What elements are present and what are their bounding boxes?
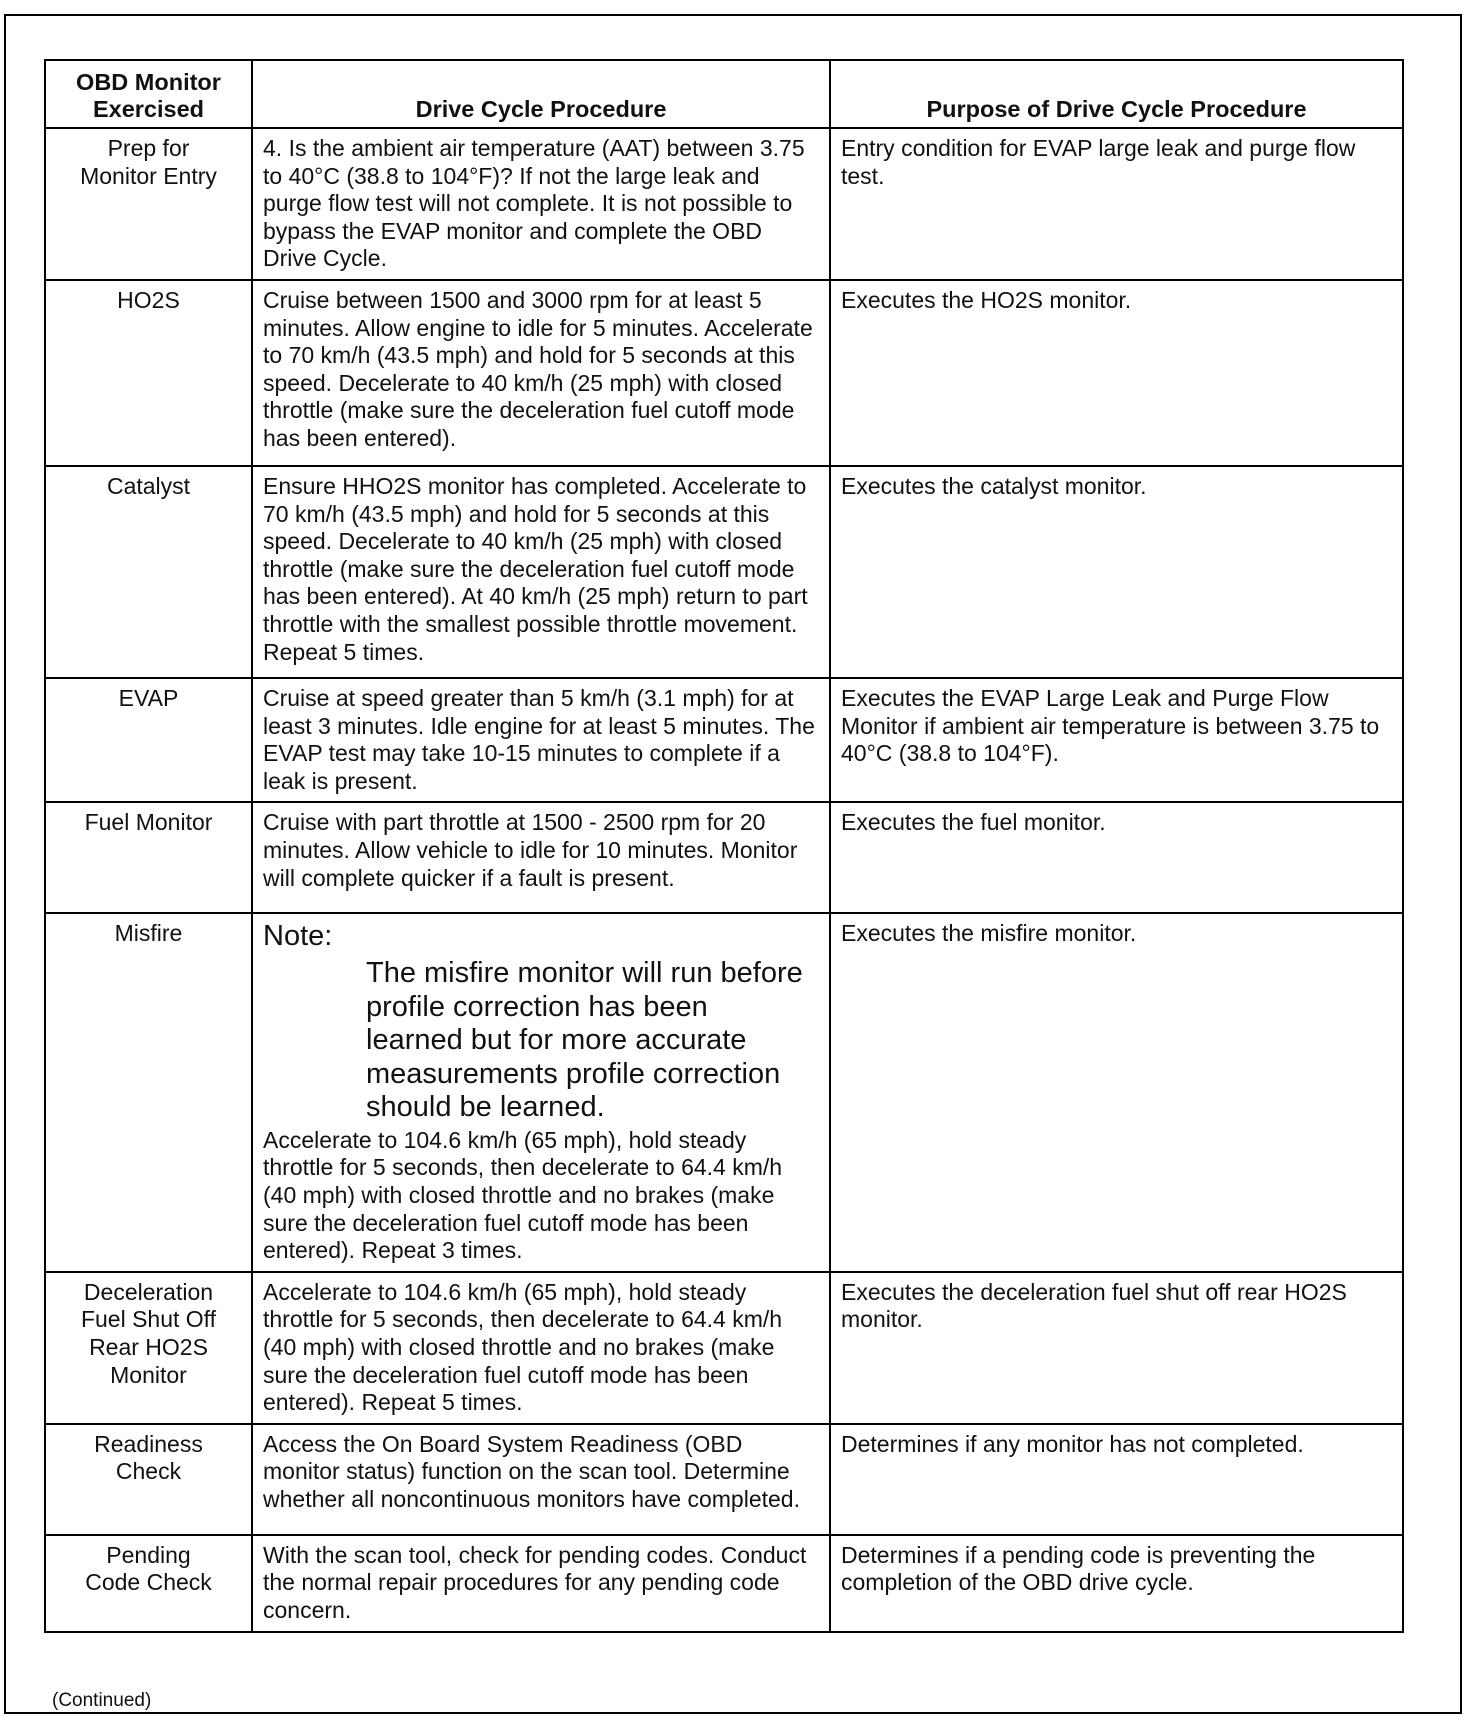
monitor-name: Readiness Check bbox=[94, 1430, 203, 1485]
continued-label: (Continued) bbox=[52, 1690, 152, 1711]
monitor-cell: HO2S bbox=[45, 280, 252, 466]
procedure-cell: Cruise with part throttle at 1500 - 2500 rpm for 20 minutes. Allow vehicle to idle for 10 minutes. Monitor will complete quicker if a fault is present. bbox=[252, 802, 830, 913]
table-header-row bbox=[45, 60, 1403, 128]
table-row bbox=[45, 802, 1403, 913]
monitor-name: Pending Code Check bbox=[85, 1541, 212, 1596]
monitor-name: Prep for Monitor Entry bbox=[80, 135, 217, 189]
procedure-cell: 4. Is the ambient air temperature (AAT) between 3.75 to 40°C (38.8 to 104°F)? If not the large leak and purge flow test will not complete. It is not possible to bypass the EVAP monitor and complete the OBD Drive Cycle. bbox=[252, 128, 830, 280]
purpose-cell: Determines if a pending code is preventing the completion of the OBD drive cycle. bbox=[830, 1535, 1403, 1632]
procedure-cell: Ensure HHO2S monitor has completed. Accelerate to 70 km/h (43.5 mph) and hold for 5 seconds at this speed. Decelerate to 40 km/h (25 mph) with closed throttle (make sure the deceleration fuel cutoff mode has been entered). At 40 km/h (25 mph) return to part throttle with the smallest possible throttle movement. Repeat 5 times. bbox=[252, 466, 830, 678]
procedure-cell bbox=[252, 913, 830, 1271]
header-procedure: Drive Cycle Procedure bbox=[252, 60, 830, 128]
purpose-cell: Executes the deceleration fuel shut off rear HO2S monitor. bbox=[830, 1272, 1403, 1424]
monitor-cell: EVAP bbox=[45, 678, 252, 802]
table-row bbox=[45, 913, 1403, 1271]
monitor-cell: Catalyst bbox=[45, 466, 252, 678]
procedure-text: Accelerate to 104.6 km/h (65 mph), hold steady throttle for 5 seconds, then decelerate to 64.4 km/h (40 mph) with closed throttle and no brakes (make sure the deceleration fuel cutoff mode has been entered). Repeat 3 times. bbox=[263, 1126, 783, 1264]
purpose-cell: Executes the catalyst monitor. bbox=[830, 466, 1403, 678]
procedure-cell: Cruise between 1500 and 3000 rpm for at least 5 minutes. Allow engine to idle for 5 minutes. Accelerate to 70 km/h (43.5 mph) and hold for 5 seconds at this speed. Decelerate to 40 km/h (25 mph) with closed throttle (make sure the deceleration fuel cutoff mode has been entered). bbox=[252, 280, 830, 466]
table-row bbox=[45, 678, 1403, 802]
monitor-name: Deceleration Fuel Shut Off Rear HO2S Monitor bbox=[80, 1278, 217, 1388]
purpose-cell: Executes the misfire monitor. bbox=[830, 913, 1403, 1271]
monitor-cell bbox=[45, 1272, 252, 1424]
table-row bbox=[45, 128, 1403, 280]
table-row bbox=[45, 1272, 1403, 1424]
table-row bbox=[45, 466, 1403, 678]
purpose-cell: Entry condition for EVAP large leak and purge flow test. bbox=[830, 128, 1403, 280]
purpose-cell: Determines if any monitor has not completed. bbox=[830, 1424, 1403, 1535]
header-purpose: Purpose of Drive Cycle Procedure bbox=[830, 60, 1403, 128]
monitor-cell bbox=[45, 128, 252, 280]
monitor-cell bbox=[45, 1535, 252, 1632]
table-row bbox=[45, 1535, 1403, 1632]
purpose-cell: Executes the EVAP Large Leak and Purge Flow Monitor if ambient air temperature is between 3.75 to 40°C (38.8 to 104°F). bbox=[830, 678, 1403, 802]
monitor-cell: Fuel Monitor bbox=[45, 802, 252, 913]
note-text: The misfire monitor will run before profile correction has been learned but for more accurate measurements profile correction should be learned. bbox=[366, 957, 803, 1124]
table-row bbox=[45, 1424, 1403, 1535]
monitor-cell: Misfire bbox=[45, 913, 252, 1271]
purpose-cell: Executes the fuel monitor. bbox=[830, 802, 1403, 913]
procedure-cell: Accelerate to 104.6 km/h (65 mph), hold steady throttle for 5 seconds, then decelerate to 64.4 km/h (40 mph) with closed throttle and no brakes (make sure the deceleration fuel cutoff mode has been entered). Repeat 5 times. bbox=[252, 1272, 830, 1424]
procedure-cell: Access the On Board System Readiness (OBD monitor status) function on the scan tool. Determine whether all noncontinuous monitors have completed. bbox=[252, 1424, 830, 1535]
monitor-cell bbox=[45, 1424, 252, 1535]
header-monitor: OBD Monitor Exercised bbox=[45, 60, 252, 128]
procedure-cell: Cruise at speed greater than 5 km/h (3.1 mph) for at least 3 minutes. Idle engine for at least 5 minutes. The EVAP test may take 10-15 minutes to complete if a leak is present. bbox=[252, 678, 830, 802]
drive-cycle-table bbox=[44, 59, 1404, 1633]
procedure-cell: With the scan tool, check for pending codes. Conduct the normal repair procedures for any pending code concern. bbox=[252, 1535, 830, 1632]
table-row bbox=[45, 280, 1403, 466]
purpose-cell: Executes the HO2S monitor. bbox=[830, 280, 1403, 466]
note-label: Note: bbox=[263, 920, 333, 953]
